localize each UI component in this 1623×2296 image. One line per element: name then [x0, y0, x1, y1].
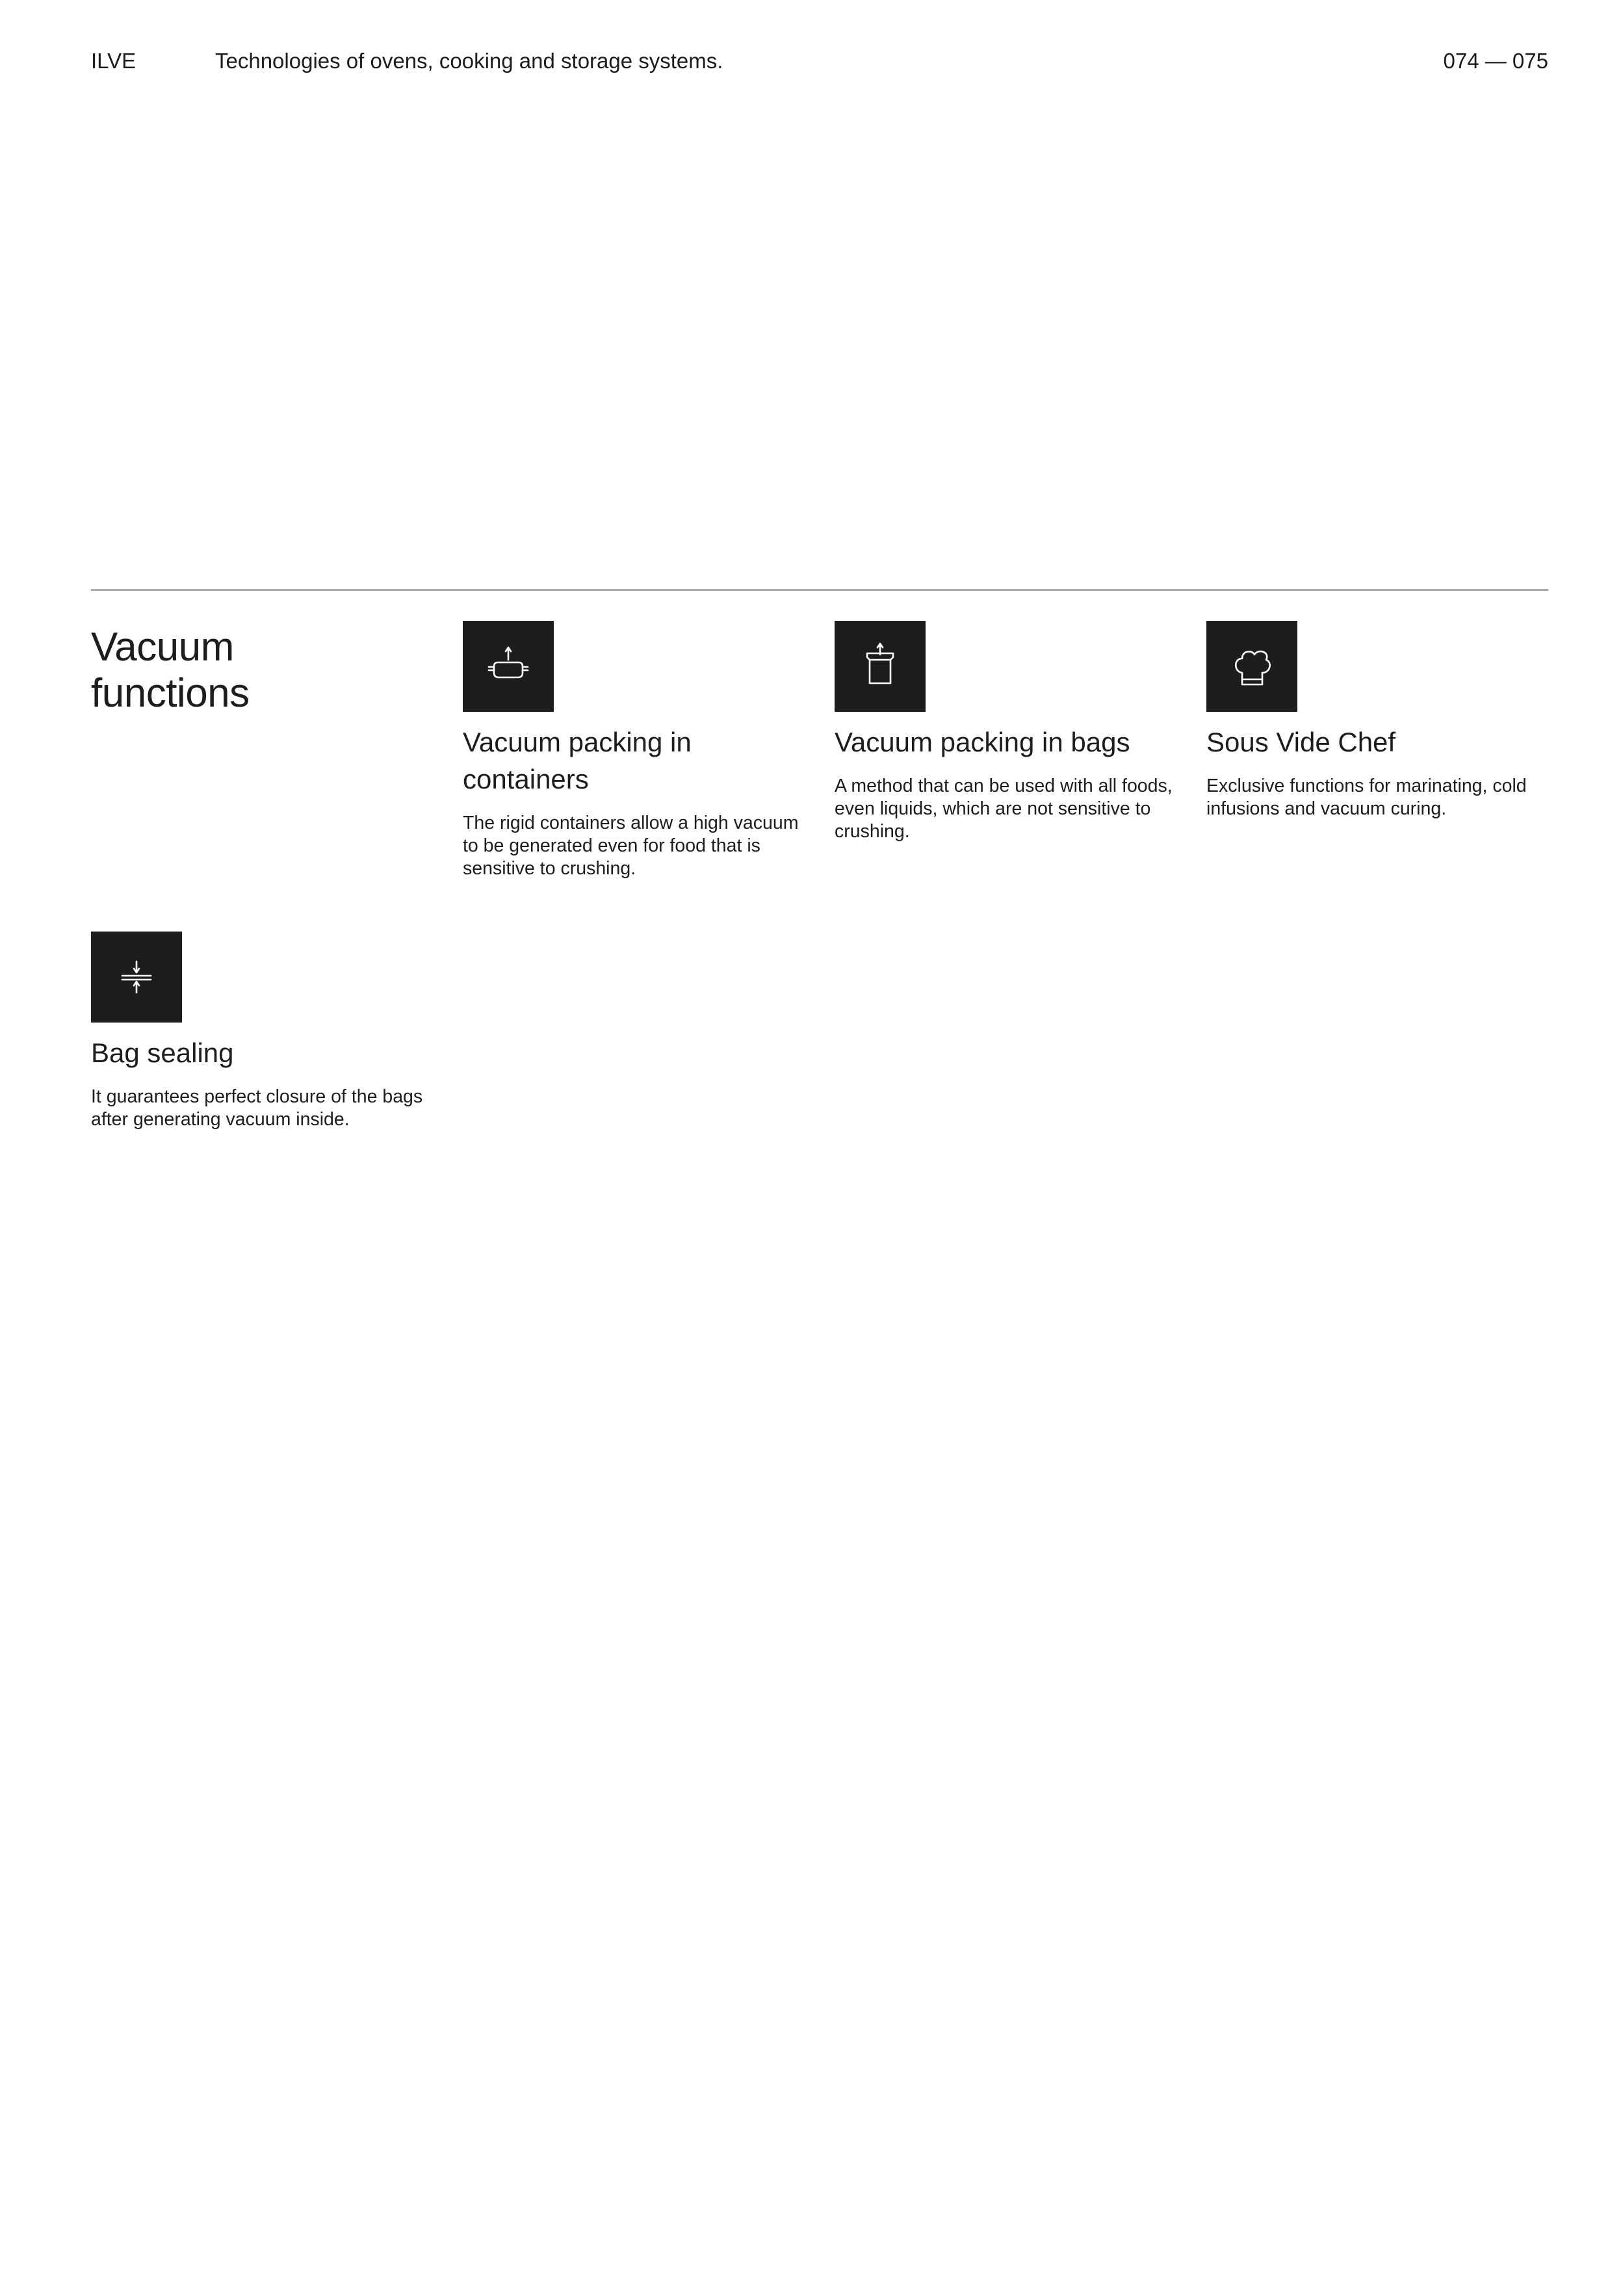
- feature-title: Bag sealing: [91, 1037, 234, 1068]
- brand-name: ILVE: [91, 49, 136, 73]
- section-title: [91, 624, 403, 716]
- feature-title: Vacuum packing in containers: [463, 727, 692, 794]
- feature-title: Sous Vide Chef: [1206, 727, 1396, 757]
- chef-hat-icon: [1206, 621, 1297, 712]
- feature-title: Vacuum packing in bags: [835, 727, 1130, 757]
- feature-description: It guarantees perfect closure of the bags after generating vacuum inside.: [91, 1086, 423, 1130]
- feature-vacuum-bags: [835, 621, 1173, 843]
- feature-bag-sealing: [91, 932, 429, 1131]
- section-divider: [91, 589, 1548, 591]
- vacuum-container-icon: [463, 621, 554, 712]
- page-numbers: 074 — 075: [1443, 49, 1548, 73]
- header-tagline: Technologies of ovens, cooking and storage systems.: [215, 49, 723, 73]
- section-title-line-2: functions: [91, 671, 250, 716]
- bag-sealing-icon: [91, 932, 182, 1023]
- feature-description: The rigid containers allow a high vacuum to be generated even for food that is sensitive to crushing.: [463, 813, 799, 879]
- page-header: [91, 47, 1548, 79]
- feature-sous-vide-chef: [1206, 621, 1544, 820]
- feature-vacuum-containers: [463, 621, 801, 880]
- section-title-line-1: Vacuum: [91, 625, 234, 670]
- vacuum-bag-icon: [835, 621, 926, 712]
- feature-description: A method that can be used with all foods, even liquids, which are not sensitive to crushing.: [835, 776, 1173, 842]
- feature-description: Exclusive functions for marinating, cold infusions and vacuum curing.: [1206, 776, 1527, 819]
